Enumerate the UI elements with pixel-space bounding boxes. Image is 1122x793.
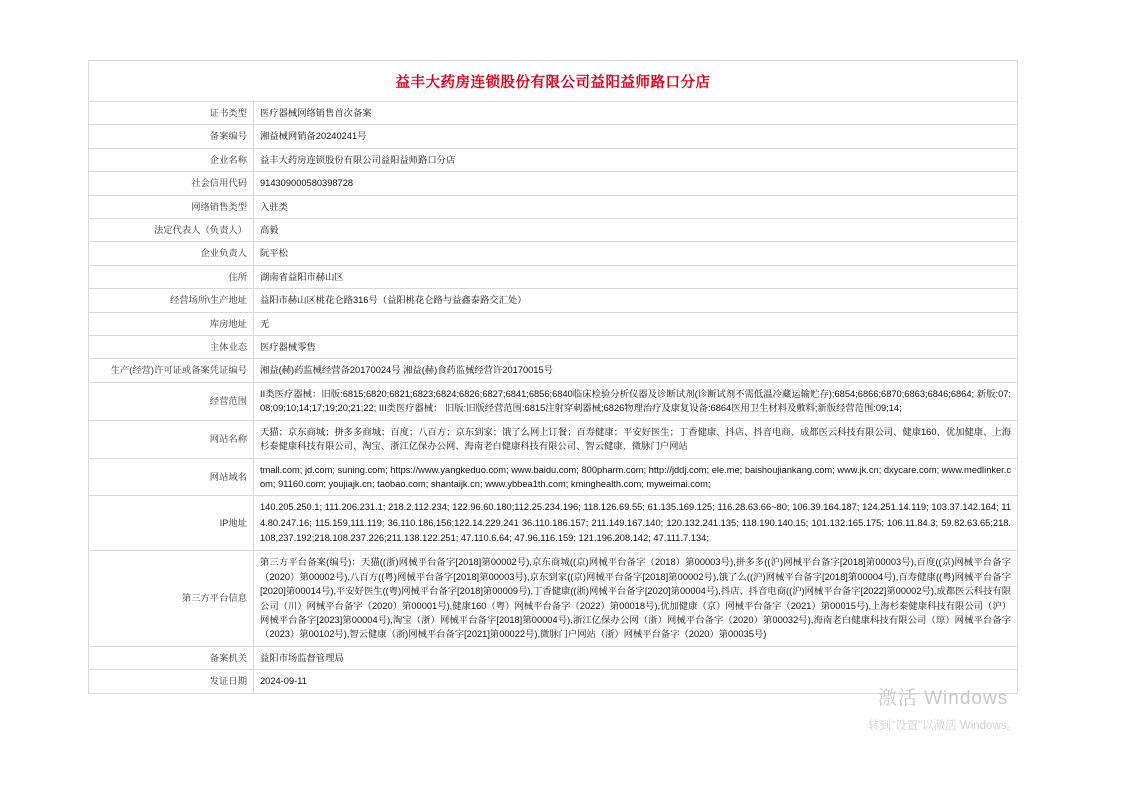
table-row	[89, 195, 1018, 218]
certificate-info-body	[89, 102, 1018, 694]
row-value: 益阳市赫山区桃花仑路316号（益阳桃花仑路与益鑫泰路交汇处）	[254, 289, 1018, 312]
row-label: IP地址	[89, 496, 254, 551]
row-label: 第三方平台信息	[89, 551, 254, 646]
table-row	[89, 458, 1018, 496]
row-value: 阮平松	[254, 242, 1018, 265]
row-value: 湖南省益阳市赫山区	[254, 265, 1018, 288]
row-value: 益丰大药房连锁股份有限公司益阳益师路口分店	[254, 148, 1018, 171]
watermark-title: 激活 Windows	[877, 688, 1009, 709]
row-label: 网站名称	[89, 420, 254, 458]
page-title: 益丰大药房连锁股份有限公司益阳益师路口分店	[88, 60, 1018, 101]
row-value: 无	[254, 312, 1018, 335]
row-label: 库房地址	[89, 312, 254, 335]
row-value: 医疗器械网络销售首次备案	[254, 102, 1018, 125]
row-label: 网络销售类型	[89, 195, 254, 218]
row-value: tmall.com; jd.com; suning.com; https://www.yangkeduo.com; www.baidu.com; 800pharm.com; http://jddj.com; ele.me; baishoujiankang.com; www.jk.cn; dxycare.com; www.medlinker.com; 91160.com; youjiajk.cn; taobao.com; shantaijk.cn; www.ybbea1th.com; kminghealth.com; myweimai.com;	[254, 458, 1018, 496]
row-value: 第三方平台备案(编号)：天猫((浙)网械平台备字[2018]第00002号),京东商城((京)网械平台备字（2018）第00003号),拼多多((沪)网械平台备字[2018]第00003号),百度((京)网械平台备字（2020）第00002号),八百方((粤)网械平台备字[2018]第00003号),京东到家((京)网械平台备字[2018]第00002号),饿了么((沪)网械平台备字[2018]第00004号),百寿健康((粤)网械平台备字[2020]第00014号),平安好医生((粤)网械平台备字[2018]第00009号),丁香健康((浙)网械平台备字[2020]第00004号),抖店、抖音电商((沪)网械平台备字[2022]第00002号),成都医云科技有限公司（川）网械平台备字（2020）第00001号),健康160（粤）网械平台备字（2022）第00018号),优加健康（京）网械平台备字（2021）第00015号),上海杉泰健康科技有限公司（沪）网械平台备字[2023]第00004号),淘宝（浙）网械平台备字[2018]第00004号),浙江亿保办公网（浙）网械平台备字（2020）第00032号),海南老白健康科技有限公司（琼）网械平台备字（2023）第00102号),智云健康（浙)网械平台备字[2021]第00022号),微脉门户网站（浙）网械平台备字（2020）第00035号)	[254, 551, 1018, 646]
table-row	[89, 420, 1018, 458]
table-row	[89, 312, 1018, 335]
row-label: 住所	[89, 265, 254, 288]
table-row	[89, 336, 1018, 359]
row-value: 高毅	[254, 219, 1018, 242]
table-row	[89, 646, 1018, 669]
row-label: 经营场所\生产地址	[89, 289, 254, 312]
row-label: 经营范围	[89, 382, 254, 420]
table-row	[89, 670, 1018, 693]
row-label: 社会信用代码	[89, 172, 254, 195]
watermark-subtitle: 转到"设置"以激活 Windows。	[867, 719, 1018, 732]
row-label: 备案编号	[89, 125, 254, 148]
row-value: II类医疗器械：旧版:6815;6820;6821;6823;6824;6826;6827;6841;6856;6840临床检验分析仪器及诊断试剂(诊断试剂不需低温冷藏运输贮存);6854;6866;6870;6863;6846;6864; 新版:07;08;09;10;14;17;19;20;21;22; III类医疗器械： 旧版:旧版经营范围:6815注射穿刺器械;6826物理治疗及康复设备:6864医用卫生材料及敷料;新版经营范围:09;14;	[254, 382, 1018, 420]
certificate-card	[88, 60, 1018, 694]
table-row	[89, 242, 1018, 265]
table-row	[89, 265, 1018, 288]
table-row	[89, 289, 1018, 312]
row-value: 医疗器械零售	[254, 336, 1018, 359]
row-value: 2024-09-11	[254, 670, 1018, 693]
table-row	[89, 219, 1018, 242]
table-row	[89, 382, 1018, 420]
row-label: 企业名称	[89, 148, 254, 171]
row-value: 入驻类	[254, 195, 1018, 218]
table-row	[89, 496, 1018, 551]
row-value: 湘益械网销备20240241号	[254, 125, 1018, 148]
row-label: 证书类型	[89, 102, 254, 125]
row-label: 网站域名	[89, 458, 254, 496]
table-row	[89, 359, 1018, 382]
row-label: 企业负责人	[89, 242, 254, 265]
table-row	[89, 172, 1018, 195]
row-label: 发证日期	[89, 670, 254, 693]
row-value: 140.205.250.1; 111.206.231.1; 218.2.112.234; 122.96.60.180;112.25.234.196; 118.126.69.55; 61.135.169.125; 116.28.63.66~80; 106.39.164.187; 124.251.14.119; 103.37.142.164; 114.80.247.16; 115.159,111.119; 36.110.186,156;122.14.229.241 36.110.186.157; 211.149.167.140; 120.132.241.135; 118.190.140.15; 101.132.165.175; 106.11.84.3; 59.82.63.65;218.108,237.192;218.108.237.226;211.138.122.251; 47.110.6.64; 47.96.116.159; 121.196.208.142; 47.111.7.134;	[254, 496, 1018, 551]
table-row	[89, 148, 1018, 171]
table-row	[89, 102, 1018, 125]
row-value: 益阳市场监督管理局	[254, 646, 1018, 669]
table-row	[89, 551, 1018, 646]
row-value: 天猫；京东商城；拼多多商城；百度；八百方；京东到家；饿了么网上订餐；百寿健康；平安好医生；丁香健康、抖店、抖音电商、成都医云科技有限公司、健康160、优加健康、上海杉泰健康科技有限公司、淘宝、浙江亿保办公网、海南老白健康科技有限公司、智云健康、微脉门户网站	[254, 420, 1018, 458]
windows-activation-watermark	[828, 688, 1058, 733]
row-value: 914309000580398728	[254, 172, 1018, 195]
row-value: 湘益(赫)药监械经营备20170024号 湘益(赫)食药监械经营许20170015号	[254, 359, 1018, 382]
row-label: 备案机关	[89, 646, 254, 669]
certificate-info-table	[88, 101, 1018, 694]
table-row	[89, 125, 1018, 148]
row-label: 生产(经营)许可证或备案凭证编号	[89, 359, 254, 382]
row-label: 法定代表人（负责人）	[89, 219, 254, 242]
row-label: 主体业态	[89, 336, 254, 359]
